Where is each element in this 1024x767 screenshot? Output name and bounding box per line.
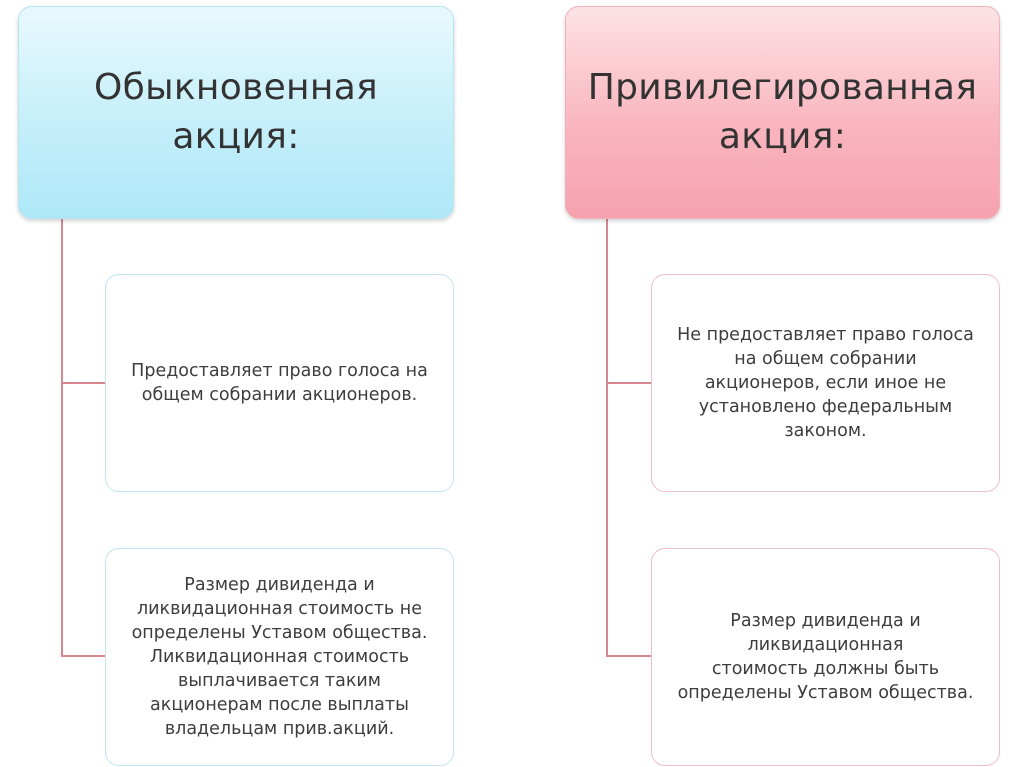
common-share-dividend-card	[105, 548, 454, 766]
left-connector-vertical	[61, 219, 63, 656]
right-connector-vertical	[606, 219, 608, 656]
preferred-share-header	[565, 6, 1000, 219]
left-connector-branch-2	[61, 655, 105, 657]
preferred-share-voting-text: Не предоставляет право голоса на общем собрании акционеров, если иное не установлено федеральным законом.	[677, 324, 974, 442]
preferred-share-dividend-card	[651, 548, 1000, 766]
common-share-dividend-text: Размер дивиденда и ликвидационная стоимость не определены Уставом общества. Ликвидационная стоимость выплачивается таким акционерам после выплаты владельцам прив.акций.	[131, 574, 428, 740]
preferred-share-header-text: Привилегированная акция:	[587, 66, 978, 157]
right-connector-branch-2	[606, 655, 651, 657]
common-share-header	[18, 6, 454, 219]
preferred-share-voting-card	[651, 274, 1000, 492]
common-share-voting-card	[105, 274, 454, 492]
right-connector-branch-1	[606, 382, 651, 384]
common-share-header-text: Обыкновенная акция:	[93, 66, 379, 157]
left-connector-branch-1	[61, 382, 105, 384]
common-share-voting-text: Предоставляет право голоса на общем собрании акционеров.	[131, 360, 428, 405]
preferred-share-dividend-text: Размер дивиденда и ликвидационная стоимость должны быть определены Уставом общества.	[677, 610, 974, 704]
